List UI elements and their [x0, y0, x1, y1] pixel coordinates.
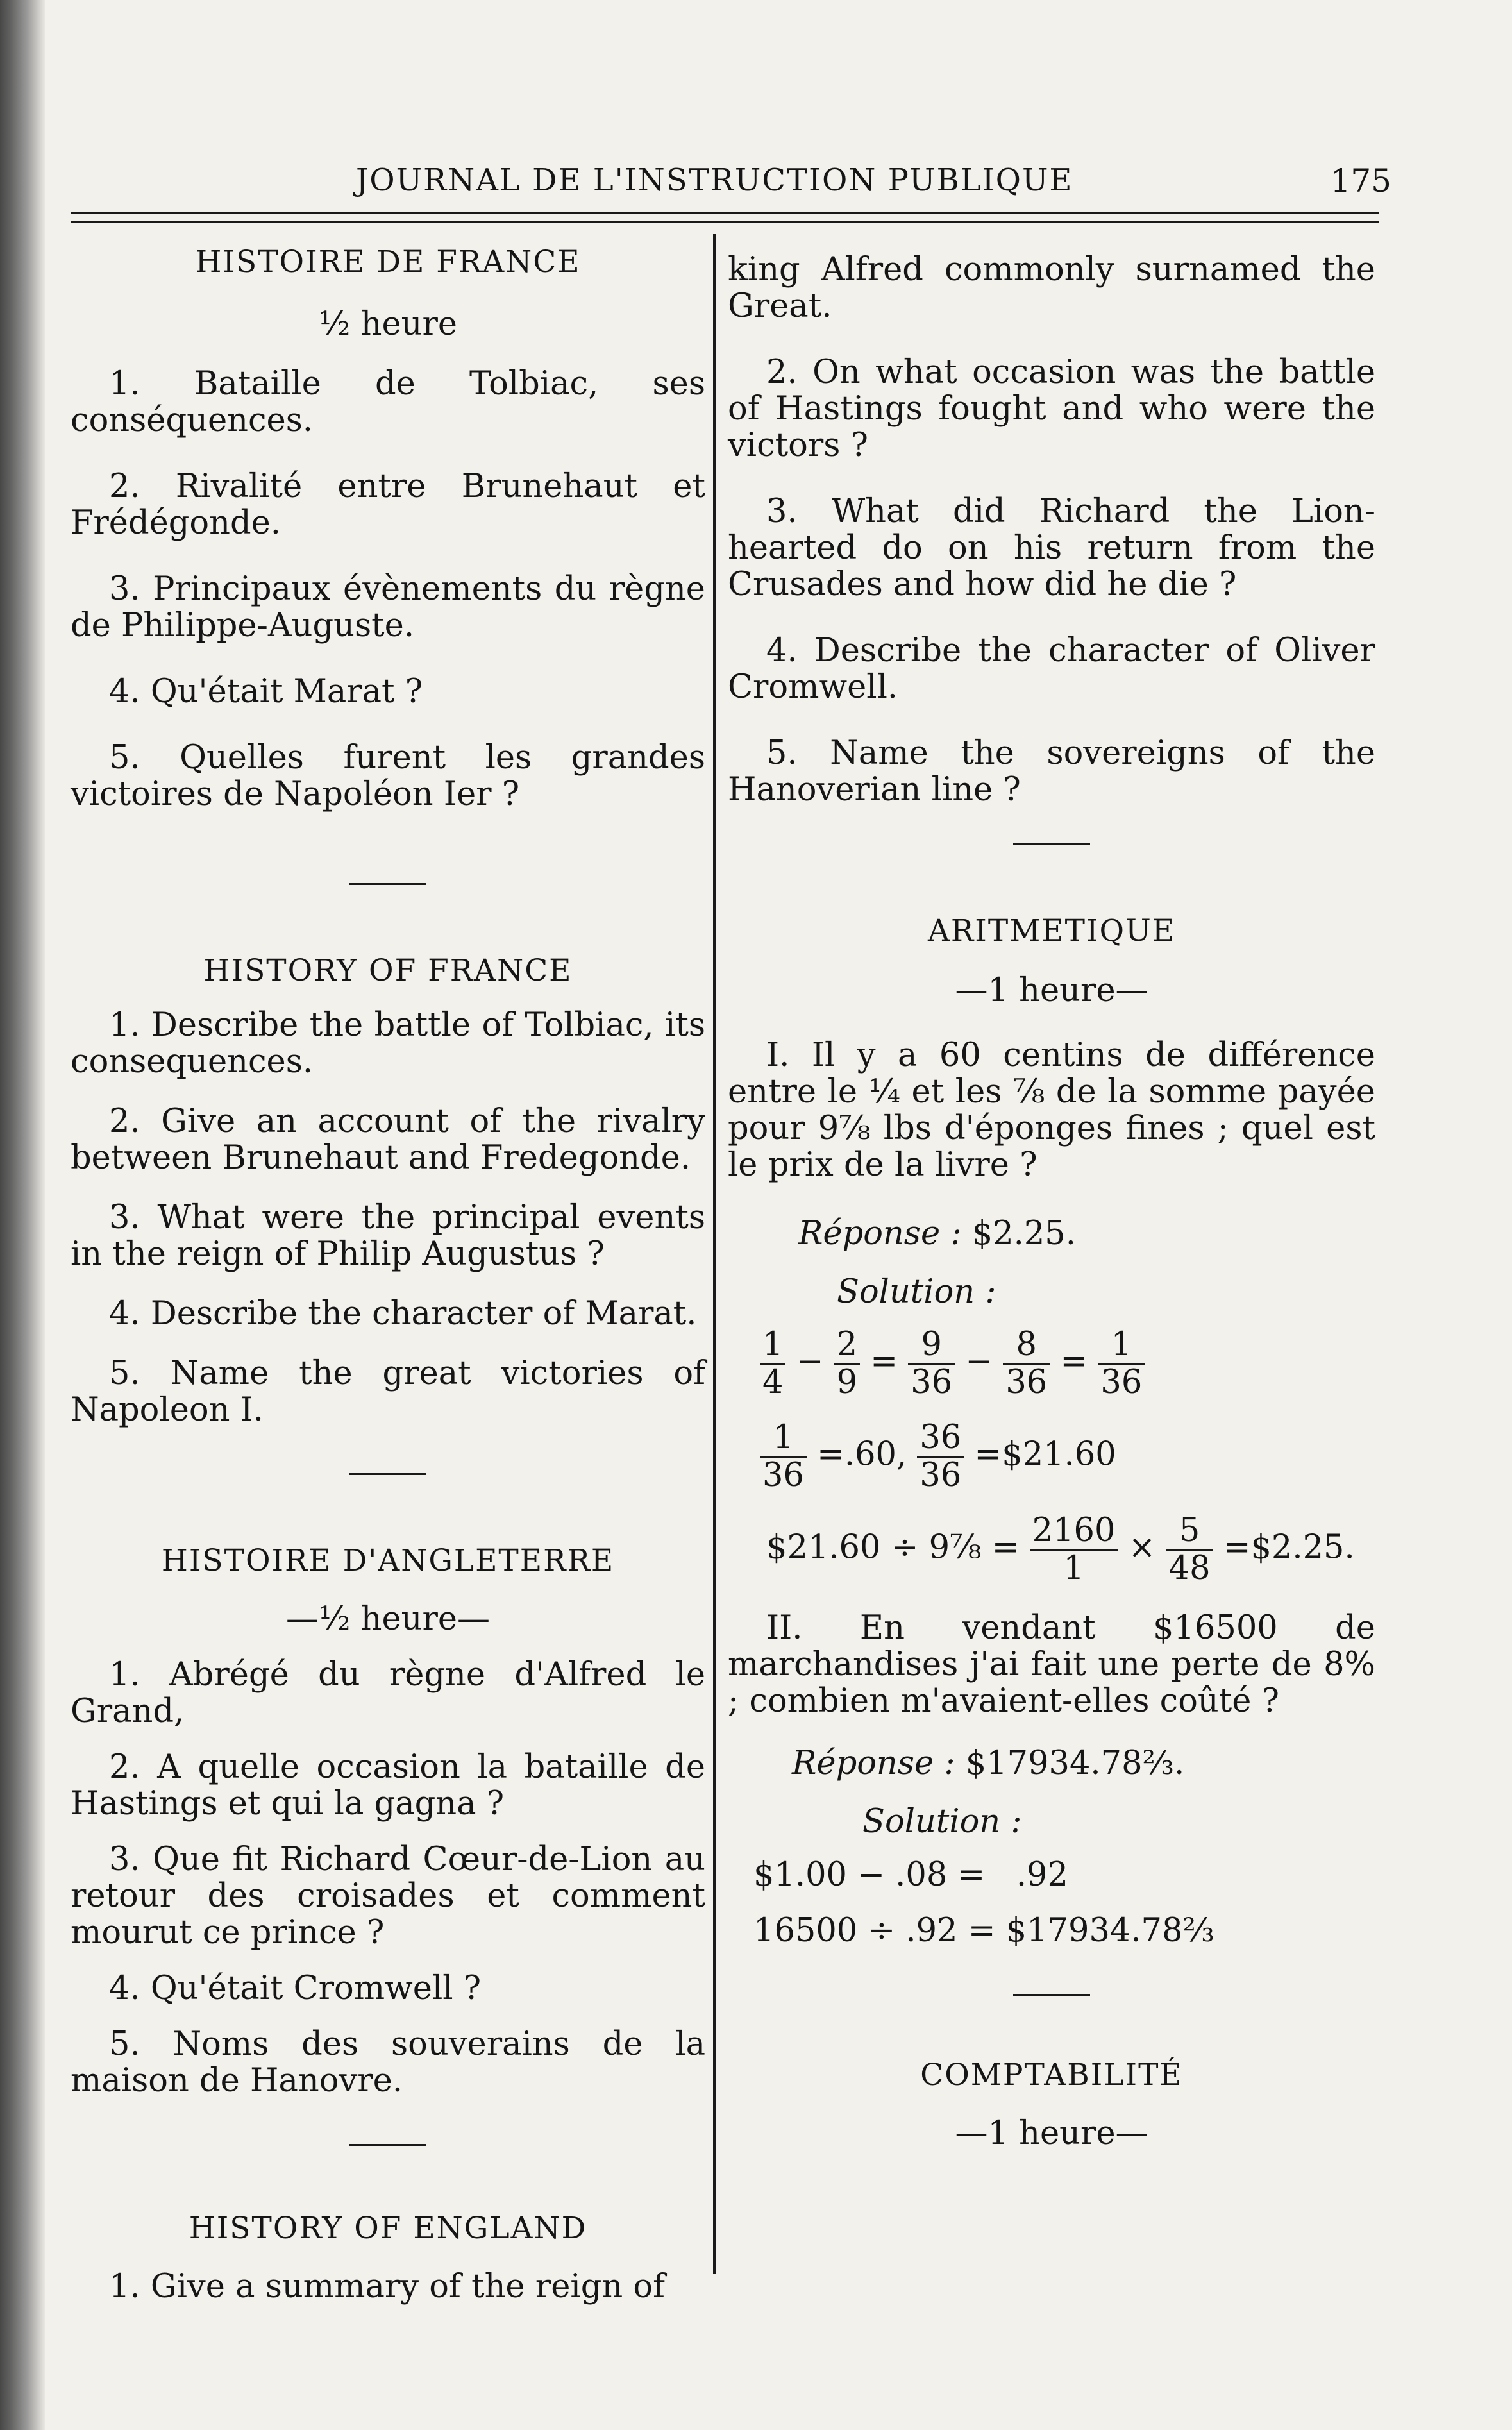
question-hoe-4: 4. Describe the character of Oliver Cromwell. [728, 632, 1375, 706]
question-hf-1: 1. Bataille de Tolbiac, ses conséquences. [71, 365, 705, 439]
section-separator [349, 2144, 426, 2146]
question-hf-4: 4. Qu'était Marat ? [109, 673, 423, 711]
question-hof-3: 3. What were the principal events in the reign of Philip Augustus ? [71, 1199, 705, 1273]
reponse-value: $17934.78⅔. [965, 1744, 1185, 1782]
problem-1-text: I. Il y a 60 centins de différence entre le ¼ et les ⅞ de la somme payée pour 9⅞ lbs d'éponges fines ; quel est le prix de la livre ? [728, 1036, 1375, 1184]
fraction [760, 1327, 785, 1401]
numerator: 2160 [1030, 1513, 1118, 1551]
math-text: =$2.25. [1223, 1528, 1355, 1567]
page-number: 175 [1330, 162, 1391, 199]
reponse-value: $2.25. [971, 1215, 1076, 1253]
heading-history-of-england: HISTORY OF ENGLAND [189, 2211, 587, 2246]
denominator: 36 [920, 1456, 962, 1494]
section-separator [349, 1473, 426, 1475]
problem-2-line-1: $1.00 − .08 = .92 [753, 1856, 1068, 1894]
question-ha-5: 5. Noms des souverains de la maison de Hanovre. [71, 2025, 705, 2100]
denominator: 36 [1005, 1363, 1048, 1401]
page-header [71, 151, 1391, 208]
question-hf-3: 3. Principaux évènements du règne de Philippe-Auguste. [71, 570, 705, 645]
fraction [917, 1420, 964, 1494]
operator: = [1060, 1342, 1088, 1381]
column-divider [713, 234, 716, 2274]
header-rule [71, 212, 1379, 214]
question-ha-1: 1. Abrégé du règne d'Alfred le Grand, [71, 1656, 705, 1730]
math-text: =$21.60 [974, 1435, 1116, 1474]
denominator: 4 [762, 1363, 784, 1401]
operator: − [796, 1342, 824, 1381]
question-hoe-3: 3. What did Richard the Lion-hearted do on his return from the Crusades and how did he die ? [728, 493, 1375, 603]
heading-history-of-france: HISTORY OF FRANCE [203, 953, 573, 988]
heading-histoire-de-france: HISTOIRE DE FRANCE [195, 244, 581, 280]
fraction [1098, 1327, 1145, 1401]
numerator: 5 [1166, 1513, 1213, 1551]
numerator: 1 [760, 1327, 785, 1365]
fraction [834, 1327, 860, 1401]
section-separator [1013, 843, 1090, 845]
numerator: 9 [908, 1327, 955, 1365]
question-hof-2: 2. Give an account of the rivalry between Brunehaut and Fredegonde. [71, 1102, 705, 1177]
numerator: 8 [1003, 1327, 1050, 1365]
numerator: 1 [1098, 1327, 1145, 1365]
duration-comptabilite: —1 heure— [955, 2114, 1148, 2152]
book-binding-edge [0, 0, 45, 2430]
fraction [1003, 1327, 1050, 1401]
problem-1-solution-label: Solution : [837, 1273, 996, 1311]
question-hoe-2: 2. On what occasion was the battle of Hastings fought and who were the victors ? [728, 353, 1375, 464]
denominator: 9 [836, 1363, 858, 1401]
question-hof-1: 1. Describe the battle of Tolbiac, its consequences. [71, 1006, 705, 1081]
journal-title: JOURNAL DE L'INSTRUCTION PUBLIQUE [356, 162, 1073, 198]
question-hoe-5: 5. Name the sovereigns of the Hanoverian line ? [728, 734, 1375, 809]
heading-aritmetique: ARITMETIQUE [927, 913, 1176, 949]
left-column [71, 237, 705, 2305]
problem-2-reponse [792, 1745, 1375, 1782]
reponse-label: Réponse : [792, 1744, 955, 1782]
problem-1-reponse [798, 1215, 1375, 1252]
numerator: 36 [917, 1420, 964, 1458]
math-text: $21.60 ÷ 9⅞ = [766, 1528, 1020, 1567]
denominator: 48 [1168, 1549, 1211, 1587]
question-hf-2: 2. Rivalité entre Brunehaut et Frédégonde. [71, 468, 705, 542]
fraction [908, 1327, 955, 1401]
question-hoe-1: 1. Give a summary of the reign of [109, 2268, 665, 2306]
question-ha-3: 3. Que fit Richard Cœur-de-Lion au retour des croisades et comment mourut ce prince ? [71, 1841, 705, 1952]
denominator: 1 [1063, 1549, 1084, 1587]
solution-line-2 [760, 1420, 1375, 1494]
duration-histoire-angleterre: —½ heure— [285, 1600, 491, 1638]
operator: − [965, 1342, 993, 1381]
denominator: 36 [1100, 1363, 1143, 1401]
fraction [1166, 1513, 1213, 1587]
section-separator [349, 883, 426, 885]
section-separator [1013, 1994, 1090, 1996]
question-ha-2: 2. A quelle occasion la bataille de Hastings et qui la gagna ? [71, 1748, 705, 1823]
duration-aritmetique: —1 heure— [955, 972, 1148, 1009]
heading-comptabilite: COMPTABILITÉ [920, 2057, 1183, 2093]
fraction [760, 1420, 807, 1494]
question-hof-4: 4. Describe the character of Marat. [109, 1295, 697, 1333]
solution-line-1 [760, 1327, 1375, 1401]
right-column [728, 237, 1375, 2152]
solution-line-3 [766, 1513, 1375, 1587]
question-hf-5: 5. Quelles furent les grandes victoires de Napoléon Ier ? [71, 739, 705, 813]
numerator: 1 [760, 1420, 807, 1458]
denominator: 36 [762, 1456, 804, 1494]
reponse-label: Réponse : [798, 1215, 962, 1253]
heading-histoire-angleterre: HISTOIRE D'ANGLETERRE [161, 1543, 615, 1578]
question-hoe-1-cont: king Alfred commonly surnamed the Great. [728, 251, 1375, 325]
header-rule-thin [71, 221, 1379, 223]
problem-2-solution-label: Solution : [862, 1803, 1022, 1841]
problem-2-text: II. En vendant $16500 de marchandises j'ai fait une perte de 8% ; combien m'avaient-elles coûté ? [728, 1609, 1375, 1720]
denominator: 36 [911, 1363, 953, 1401]
fraction [1030, 1513, 1118, 1587]
duration-histoire-france: ½ heure [318, 305, 458, 343]
question-hof-5: 5. Name the great victories of Napoleon I. [71, 1354, 705, 1429]
math-text: =.60, [817, 1435, 907, 1474]
numerator: 2 [834, 1327, 860, 1365]
problem-2-line-2: 16500 ÷ .92 = $17934.78⅔ [753, 1912, 1214, 1950]
operator: = [870, 1342, 898, 1381]
question-ha-4: 4. Qu'était Cromwell ? [109, 1970, 482, 2007]
operator: × [1128, 1528, 1156, 1567]
